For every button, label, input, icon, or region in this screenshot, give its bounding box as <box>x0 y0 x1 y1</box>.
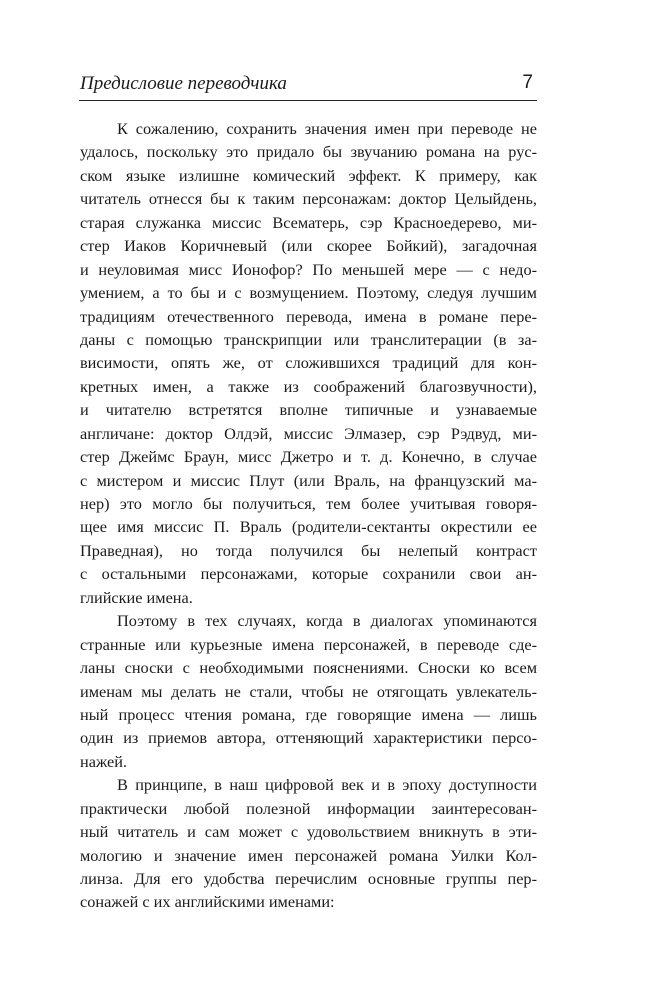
page-header <box>79 70 537 102</box>
text-line: с мистером и миссис Плут (или Враль, на французский ма- <box>80 470 537 490</box>
text-line: мологию и значение имен персонажей романа Уилки Кол- <box>80 845 537 865</box>
text-line: глийские имена. <box>80 587 193 607</box>
text-line: ланы сноски с необходимыми пояснениями. Сноски ко всем <box>80 658 537 678</box>
text-line: К сожалению, сохранить значения имен при переводе не <box>117 119 537 138</box>
text-line: и читателю встретятся вполне типичные и узнаваемые <box>80 400 537 420</box>
text-line: стер Джеймс Браун, мисс Джетро и т. д. Конечно, в случае <box>80 447 537 467</box>
text-line: даны с помощью транскрипции или транслитерации (в за- <box>80 329 537 349</box>
text-line: ный читатель и сам может с удовольствием вникнуть в эти- <box>80 822 537 842</box>
text-line: англичане: доктор Олдэй, миссис Элмазер, сэр Рэдвуд, ми- <box>80 423 537 443</box>
text-line: один из приемов автора, оттеняющий характеристики персо- <box>80 728 537 748</box>
header-rule <box>79 100 537 101</box>
text-line: сонажей с их английскими именами: <box>80 892 335 912</box>
text-line: традициям отечественного перевода, имена в романе пере- <box>80 306 537 326</box>
text-line: и неуловимая мисс Ионофор? По меньшей мере — с недо- <box>80 259 537 279</box>
text-line: с остальными персонажами, которые сохранили свои ан- <box>80 564 537 584</box>
text-line: кретных имен, а также из соображений благозвучности), <box>80 376 537 396</box>
text-line: стер Иаков Коричневый (или скорее Бойкий), загадочная <box>80 236 537 256</box>
running-title: Предисловие переводчика <box>80 73 287 94</box>
page-number: 7 <box>522 72 533 93</box>
paragraph <box>80 117 537 609</box>
paragraph <box>80 609 537 773</box>
text-line: Праведная), но тогда получился бы нелепый контраст <box>80 540 537 560</box>
text-line: линза. Для его удобства перечислим основные группы пер- <box>80 869 537 888</box>
text-line: старая служанка миссис Всематерь, сэр Красноедерево, ми- <box>80 212 537 232</box>
text-line: нер) это могло бы получиться, тем более учитывая говоря- <box>80 494 537 513</box>
text-line: именам мы делать не стали, чтобы не отягощать увлекатель- <box>80 681 537 701</box>
text-line: читатель отнесся бы к таким персонажам: доктор Целыйдень, <box>80 189 537 209</box>
text-line: ском языке излишне комический эффект. К примеру, как <box>80 165 537 185</box>
text-line: Поэтому в тех случаях, когда в диалогах упоминаются <box>117 611 537 631</box>
paragraph <box>80 773 537 914</box>
text-line: нажей. <box>80 751 127 771</box>
text-line: умением, а то бы и с возмущением. Поэтому, следуя лучшим <box>80 283 537 303</box>
text-line: В принципе, в наш цифровой век и в эпоху доступности <box>117 775 537 795</box>
text-line: ный процесс чтения романа, где говорящие имена — лишь <box>80 704 537 724</box>
text-line: практически любой полезной информации заинтересован- <box>80 798 537 818</box>
text-line: странные или курьезные имена персонажей, в переводе сде- <box>80 634 537 654</box>
text-line: висимости, опять же, от сложившихся традиций для кон- <box>80 353 537 373</box>
body-text <box>80 117 537 914</box>
text-line: щее имя миссис П. Враль (родители-сектанты окрестили ее <box>80 517 537 537</box>
text-line: удалось, поскольку это придало бы звучанию романа на рус- <box>80 142 537 162</box>
